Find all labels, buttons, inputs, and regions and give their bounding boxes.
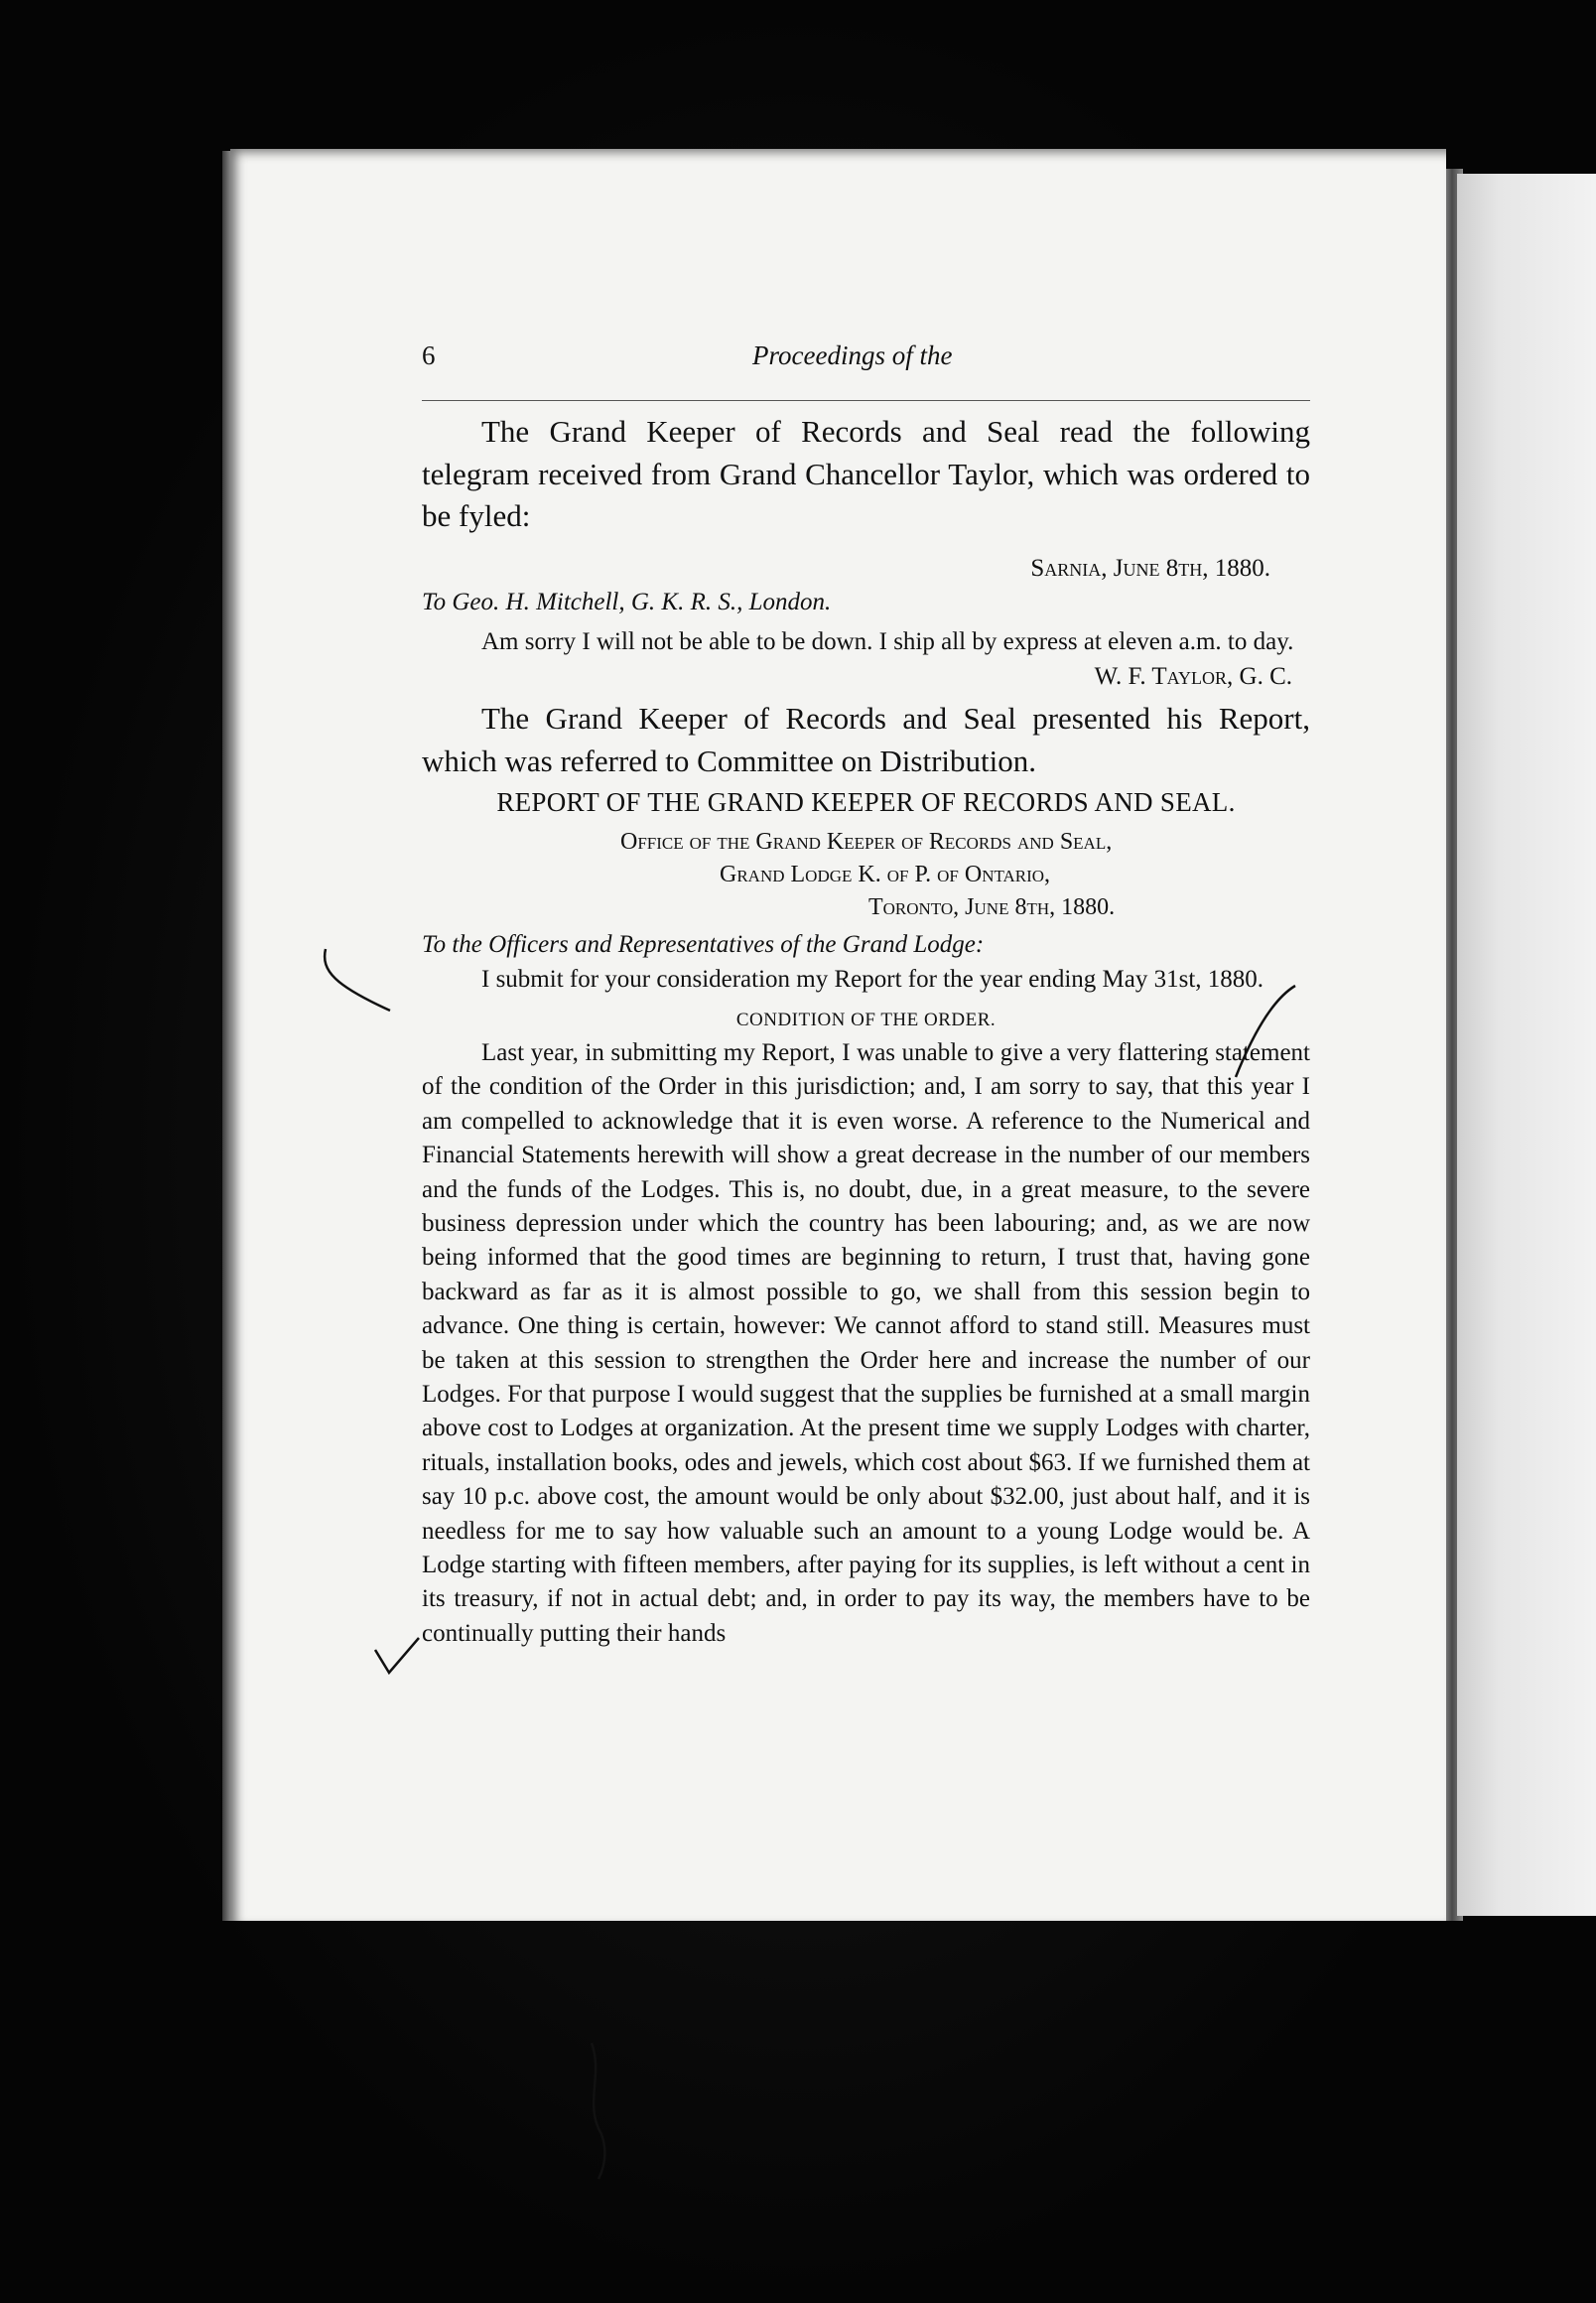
page-content [422,340,1310,1651]
margin-check-mark [367,1628,427,1688]
condition-paragraph: Last year, in submitting my Report, I was unable to give a very flattering statement of the condition of the Order in this jurisdiction; and, I am sorry to say, that this year I am compelled to acknowledge that it is even worse. A reference to the Numerical and Financial Statements herewith will show a great decrease in the number of our members and the funds of the Lodges. This is, no doubt, due, in a great measure, to the severe business depression under which the country has been labouring; and, as we are now being informed that the good times are beginning to return, I trust that, having gone backward as far as it is almost possible to go, we shall from this session begin to advance. One thing is certain, however: We cannot afford to stand still. Measures must be taken at this session to strengthen the Order here and increase the number of our Lodges. For that purpose I would suggest that the supplies be furnished at a small margin above cost to Lodges at organization. At the present time we supply Lodges with charter, rituals, installation books, odes and jewels, which cost about $63. If we furnished them at say 10 p.c. above cost, the amount would be only about $32.00, just about half, and it is needless for me to say how valuable such an amount to a young Lodge would be. A Lodge starting with fifteen members, after paying for its supplies, is left without a cent in its treasury, if not in actual debt; and, in order to pay its way, the members have to be continually putting their hands [422,1038,1310,1647]
report-title: REPORT OF THE GRAND KEEPER OF RECORDS AND SEAL. [496,787,1236,818]
office-line-3: Toronto, June 8th, 1880. [868,894,1116,921]
header-rule [422,400,1310,401]
margin-pencil-mark [316,941,405,1020]
facing-page-edge [1457,174,1596,1916]
telegram-addressee: To Geo. H. Mitchell, G. K. R. S., London. [422,588,832,615]
section-heading: CONDITION OF THE ORDER. [735,1009,997,1030]
office-block [422,826,1310,924]
submit-paragraph: I submit for your consideration my Report for the year ending May 31st, 1880. [481,965,1264,993]
salutation: To the Officers and Representatives of the Grand Lodge: [422,931,985,959]
running-head [422,340,1310,380]
intro-paragraph: The Grand Keeper of Records and Seal read the following telegram received from Grand Chancellor Taylor, which was ordered to be fyled: [422,414,1310,533]
handwritten-underline-mark [1216,978,1305,1087]
office-line-1: Office of the Grand Keeper of Records and Seal, [620,829,1113,856]
presented-paragraph: The Grand Keeper of Records and Seal presented his Report, which was referred to Committee on Distribution. [422,701,1310,778]
telegram-place-date: Sarnia, June 8th, 1880. [1030,554,1270,582]
page-number: 6 [422,340,436,370]
office-line-2: Grand Lodge K. of P. of Ontario, [720,862,1051,888]
handwritten-bracket-mark [574,2035,633,2184]
running-head-title: Proceedings of the [752,340,953,370]
telegram-signature: W. F. Taylor, G. C. [1094,662,1292,690]
telegram-message: Am sorry I will not be able to be down. I ship all by express at eleven a.m. to day. [481,628,1294,656]
